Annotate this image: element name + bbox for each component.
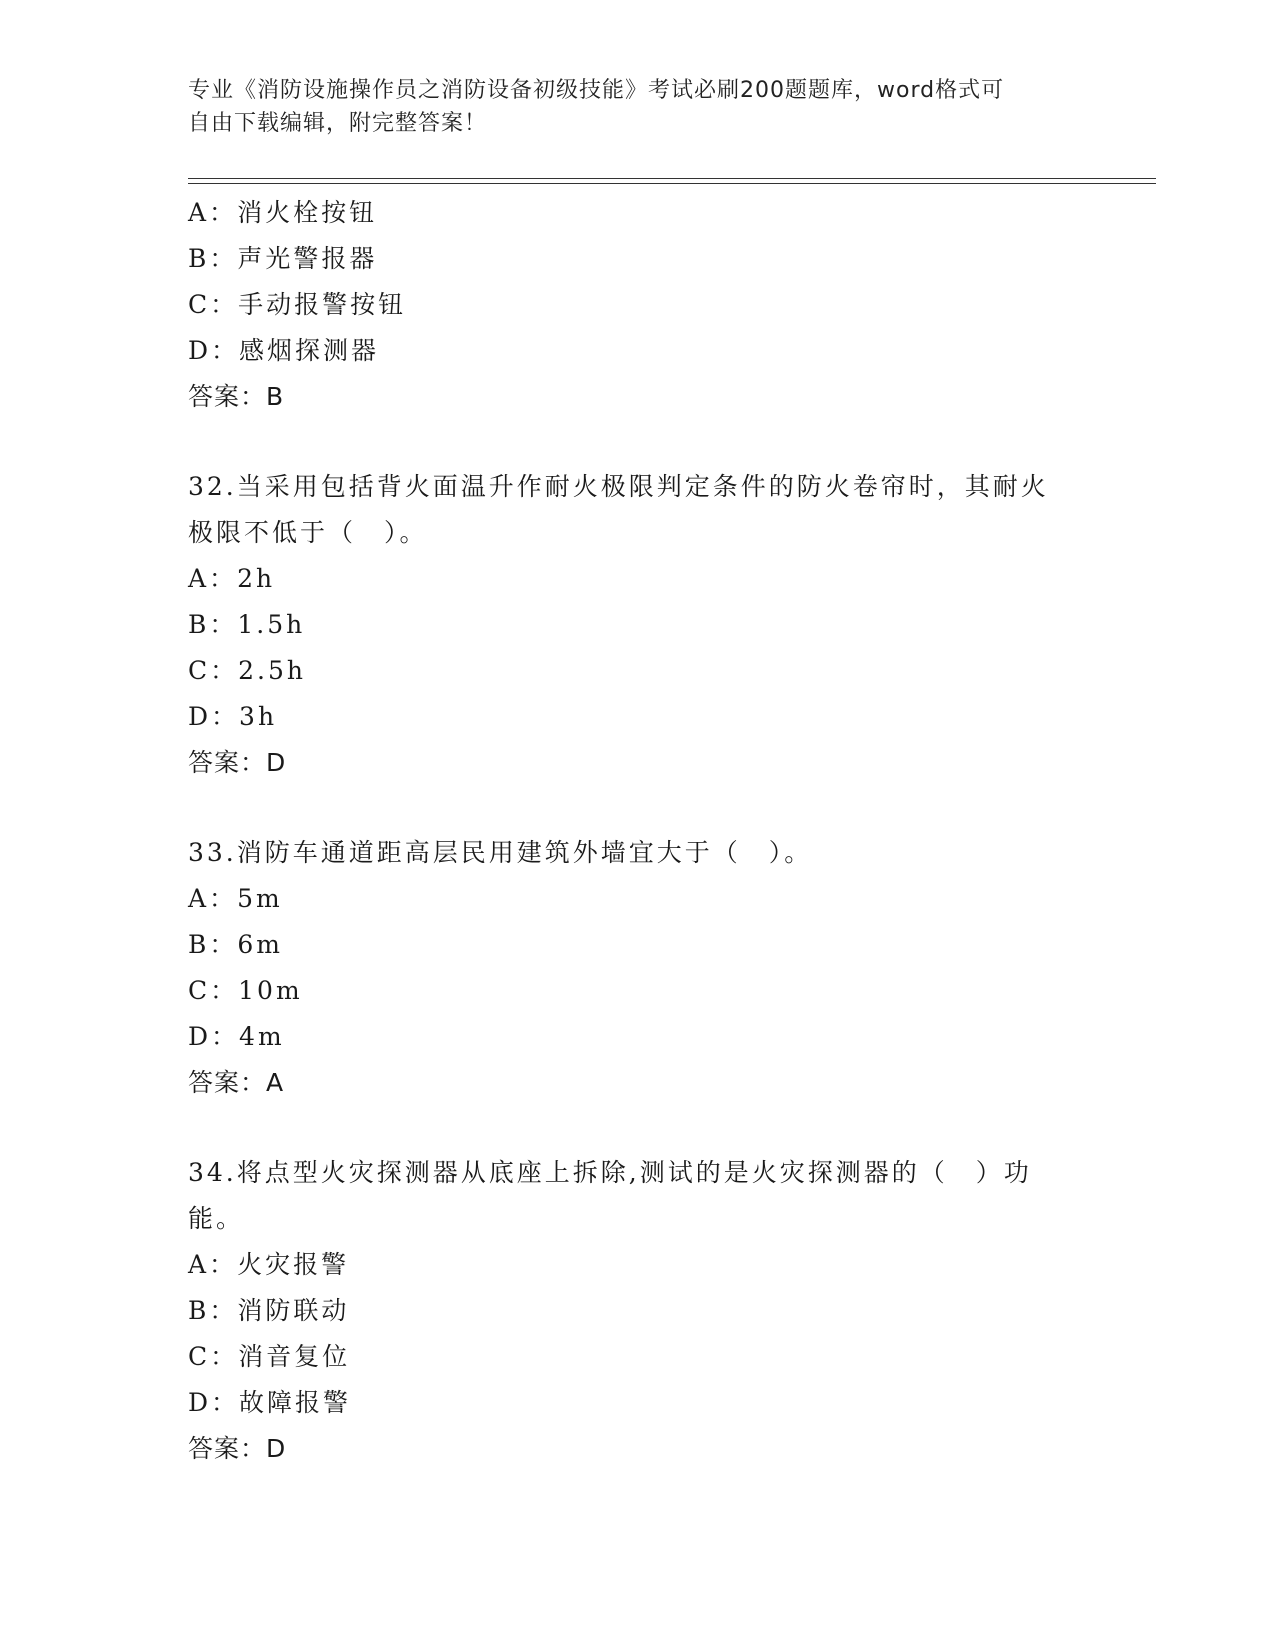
option-d: D：3h	[188, 702, 278, 731]
option-a: A：火灾报警	[188, 1250, 350, 1279]
question-text: 34.将点型火灾探测器从底座上拆除,测试的是火灾探测器的（ ）功	[188, 1158, 1032, 1187]
answer: 答案：D	[188, 748, 287, 777]
spacer	[188, 1106, 1088, 1150]
question-text: 33.消防车通道距高层民用建筑外墙宜大于（ ）。	[188, 838, 813, 867]
option-b: B：消防联动	[188, 1296, 350, 1325]
question-34	[188, 1150, 1088, 1472]
option-d: D：故障报警	[188, 1388, 352, 1417]
question-text: 32.当采用包括背火面温升作耐火极限判定条件的防火卷帘时，其耐火	[188, 472, 1049, 501]
option-b: B：1.5h	[188, 610, 306, 639]
header-line-1: 专业《消防设施操作员之消防设备初级技能》考试必刷200题题库，word格式可	[188, 78, 1005, 103]
answer: 答案：D	[188, 1434, 287, 1463]
option-d: D：4m	[188, 1022, 285, 1051]
question-33	[188, 830, 1088, 1106]
answer: 答案：B	[188, 382, 285, 411]
question-32	[188, 464, 1088, 786]
spacer	[188, 786, 1088, 830]
option-b: B：6m	[188, 930, 283, 959]
header-divider-top	[188, 178, 1156, 179]
document-header	[188, 74, 1088, 140]
question-text-cont: 能。	[188, 1204, 245, 1233]
option-c: C：2.5h	[188, 656, 306, 685]
option-b: B：声光警报器	[188, 244, 378, 273]
option-a: A：消火栓按钮	[188, 198, 378, 227]
answer: 答案：A	[188, 1068, 285, 1097]
option-a: A：5m	[188, 884, 283, 913]
question-list	[188, 190, 1088, 1472]
option-d: D：感烟探测器	[188, 336, 380, 365]
header-line-2: 自由下载编辑，附完整答案！	[188, 111, 488, 136]
option-c: C：手动报警按钮	[188, 290, 407, 319]
option-c: C：10m	[188, 976, 303, 1005]
question-31	[188, 190, 1088, 420]
question-text-cont: 极限不低于（ ）。	[188, 518, 428, 547]
option-c: C：消音复位	[188, 1342, 351, 1371]
header-divider-bottom	[188, 183, 1156, 184]
option-a: A：2h	[188, 564, 276, 593]
spacer	[188, 420, 1088, 464]
